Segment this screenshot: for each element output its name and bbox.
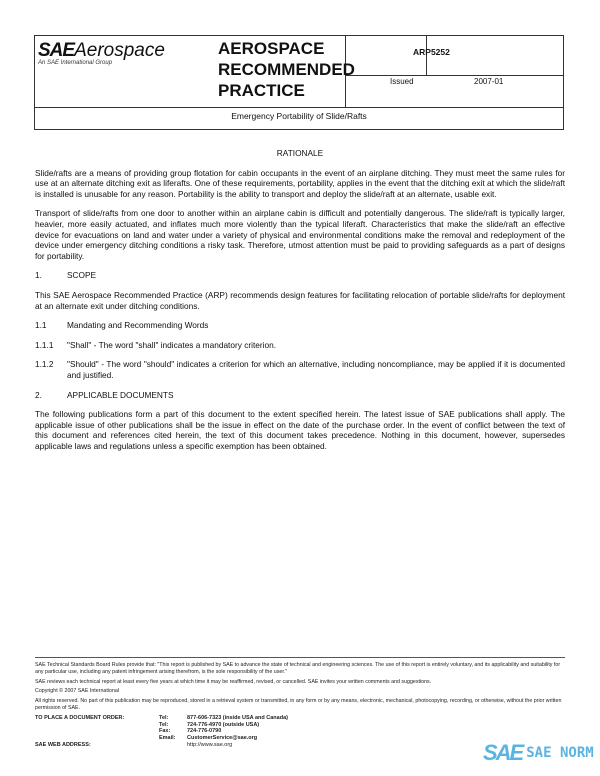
issued-label: Issued: [390, 77, 414, 86]
divider: [34, 107, 564, 108]
paragraph: Slide/rafts are a means of providing group flotation for cabin occupants in the event of an airplane ditching. They must meet the same rules for use at an alternate ditching exit as liferafts. One of these requirements, portability, applies in the event that the ditching exit at which the slide/raft is installed is unusable for any reason. Portability is the ability to transport and deploy the slide/raft at an alternate, usable exit.: [35, 167, 565, 199]
review-note: SAE reviews each technical report at least every five years at which time it may be reaffirmed, revised, or cancelled. SAE invites your written comments and suggestions.: [35, 678, 432, 685]
clause-text: "Shall" - The word "shall" indicates a mandatory criterion.: [67, 339, 277, 350]
section-heading: [35, 320, 565, 331]
paragraph: This SAE Aerospace Recommended Practice (ARP) recommends design features for facilitating relocation of portable slide/rafts for deployment at an alternate exit under ditching conditions.: [35, 289, 565, 311]
fax-number: 724-776-0790: [187, 728, 222, 735]
clause: [35, 340, 565, 351]
web-link[interactable]: http://www.sae.org: [187, 741, 233, 748]
divider: [345, 75, 564, 76]
doc-type-line: AEROSPACE: [218, 39, 325, 58]
section-heading: [35, 270, 565, 281]
sae-norm-watermark: [483, 740, 594, 766]
issued-date: 2007-01: [474, 77, 504, 86]
phone-1: 877-606-7323 (inside USA and Canada): [187, 714, 288, 721]
email-label: Email:: [159, 735, 176, 742]
tel-label: Tel:: [159, 714, 169, 721]
paragraph: Transport of slide/rafts from one door to another within an airplane cabin is difficult and potentially dangerous. The slide/raft is typically larger, heavier, more easily actuated, and inflates much more violently than the typical liferaft. Characteristics that make the slide/raft an effective device for evacuations on land and water under a variety of physical and environmental conditions make the removal and redeployment of the device under emergency ditching conditions a risky task. Therefore, utmost attention must be paid to providing safeguards as a part of designs for portability.: [35, 208, 565, 261]
copyright: Copyright © 2007 SAE International: [35, 688, 119, 695]
section-number: 1.1.1: [35, 339, 54, 350]
phone-2: 724-776-4970 (outside USA): [187, 721, 260, 728]
tel-label: Tel:: [159, 721, 169, 728]
watermark-text: SAE NORM: [526, 745, 594, 761]
section-title: APPLICABLE DOCUMENTS: [67, 389, 174, 400]
doc-type-line: PRACTICE: [218, 81, 305, 100]
document-body: [35, 148, 565, 460]
doc-type: [218, 38, 355, 101]
paragraph: The following publications form a part of this document to the extent specified herein. The latest issue of SAE publications shall apply. The applicable issue of other publications shall be the issue in effect on the date of the purchase order. In the event of conflict between the text of this document and references cited herein, the text of this document takes precedence. Nothing in this document, however, supersedes applicable laws and regulations unless a specific exemption has been obtained.: [35, 409, 565, 451]
watermark-mark: SAE: [483, 740, 523, 765]
email-link[interactable]: CustomerService@sae.org: [187, 735, 258, 742]
section-number: 2.: [35, 389, 42, 400]
sae-aerospace-logo: [38, 40, 165, 66]
logo-tagline: An SAE International Group: [38, 60, 113, 66]
section-heading: [35, 390, 565, 401]
logo-brand: SAE: [38, 40, 75, 61]
doc-title: Emergency Portability of Slide/Rafts: [231, 111, 367, 121]
rationale-heading: RATIONALE: [276, 148, 324, 158]
doc-type-line: RECOMMENDED: [218, 60, 355, 79]
order-label: TO PLACE A DOCUMENT ORDER:: [35, 714, 125, 721]
section-title: SCOPE: [67, 270, 97, 281]
section-number: 1.: [35, 270, 42, 281]
rights-note: All rights reserved. No part of this publication may be reproduced, stored in a retrieval system or transmitted, in any form or by any means, electronic, mechanical, photocopying, recording, or otherwise, without the prior written permission of SAE.: [35, 698, 562, 711]
section-title: Mandating and Recommending Words: [67, 320, 209, 331]
doc-number: ARP5252: [413, 47, 450, 57]
board-rules: SAE Technical Standards Board Rules provide that: "This report is published by SAE to advance the state of technical and engineering sciences. The use of this report is entirely voluntary, and its applicability and suitability for any particular use, including any patent infringement arising therefrom, is the sole responsibility of the user.": [35, 662, 561, 675]
section-number: 1.1.2: [35, 359, 54, 370]
clause-text: "Should" - The word "should" indicates a criterion for which an alternative, including noncompliance, may be applied if it is documented and justified.: [67, 359, 565, 380]
fax-label: Fax:: [159, 728, 171, 735]
section-number: 1.1: [35, 320, 47, 331]
web-label: SAE WEB ADDRESS:: [35, 741, 91, 748]
clause: [35, 359, 565, 380]
footer: [35, 657, 565, 749]
logo-name: Aerospace: [74, 40, 165, 61]
